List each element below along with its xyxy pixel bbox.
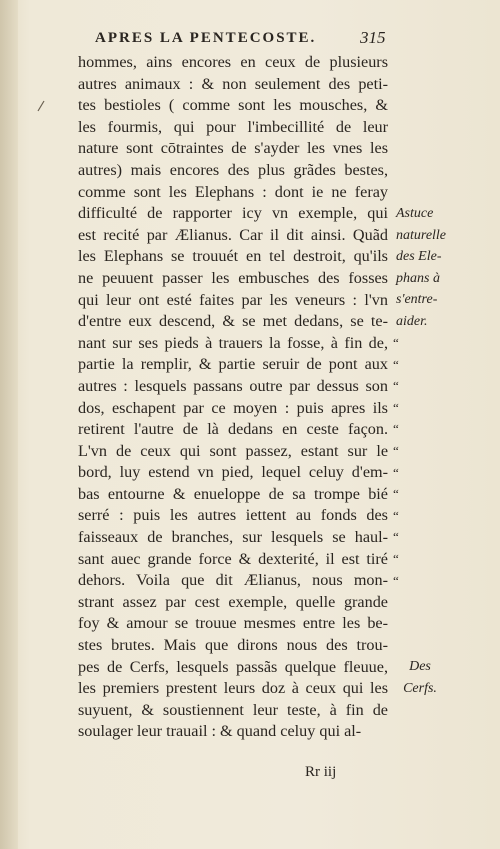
text-line: ne peuuent passer les embusches des fosses xyxy=(78,268,388,287)
text-line: autres : lesquels passans outre par dessus son xyxy=(78,376,388,395)
text-line: nant sur ses pieds à trauers la fosse, à fin de, xyxy=(78,333,388,352)
signature-mark: Rr iij xyxy=(305,764,337,780)
text-line: bord, luy estend vn pied, lequel celuy d'em- xyxy=(78,463,388,482)
quote-mark: “ xyxy=(393,335,399,350)
text-line: qui leur ont esté faites par les veneurs : l'vn xyxy=(78,290,388,309)
text-line: stes brutes. Mais que dirons nous des trou- xyxy=(78,636,388,655)
text-line: autres) mais encores des plus grãdes bestes, xyxy=(78,160,388,179)
text-line: dos, eschapent par ce moyen : puis apres ils xyxy=(78,398,388,417)
quotation-marks-column xyxy=(393,332,413,591)
quote-mark: “ xyxy=(393,442,399,458)
text-line: nature sont cōtraintes de s'ayder les vnes les xyxy=(78,139,388,158)
text-line: L'vn de ceux qui sont passez, estant sur le xyxy=(78,441,388,460)
margin-note-line: Astuce xyxy=(396,206,434,221)
text-line: hommes, ains encores en ceux de plusieurs xyxy=(78,53,388,71)
text-line: est recité par Ælianus. Car il dit ainsi. Quãd xyxy=(78,225,388,244)
text-line: tes bestioles ( comme sont les mousches, & xyxy=(78,96,388,115)
margin-note-line: des Ele- xyxy=(396,249,442,265)
margin-note-line: phans à xyxy=(396,270,440,286)
quote-mark: “ xyxy=(393,572,399,588)
quote-mark: “ xyxy=(393,550,399,566)
quote-mark: “ xyxy=(393,421,399,437)
margin-note-line: s'entre- xyxy=(396,292,438,308)
running-title: APRES LA PENTECOSTE. xyxy=(95,30,317,46)
quote-mark: “ xyxy=(393,378,399,394)
text-line: retirent l'autre de là dedans en ceste façon. xyxy=(78,420,388,439)
text-line: difficulté de rapporter icy vn exemple, qui xyxy=(78,204,388,223)
text-line: strant assez par cest exemple, quelle grande xyxy=(78,592,388,611)
quote-mark: “ xyxy=(393,529,399,545)
text-line: d'entre eux descend, & se met dedans, se te- xyxy=(78,312,388,331)
text-line: autres animaux : & non seulement des peti- xyxy=(78,74,388,93)
text-line: dehors. Voila que dit Ælianus, nous mon- xyxy=(78,571,388,590)
margin-note-cerfs xyxy=(400,656,440,699)
quote-mark: “ xyxy=(393,486,399,502)
text-line: sant auec grande force & dexterité, il est tiré xyxy=(78,549,388,568)
text-line: suyuent, & soustiennent leur teste, à fin de xyxy=(78,700,388,719)
text-line: soulager leur trauail : & quand celuy qui al- xyxy=(78,722,362,741)
margin-note-line: Des xyxy=(409,659,431,674)
text-line: les premiers prestent leurs doz à ceux qui les xyxy=(78,679,388,698)
text-line: partie la remplir, & partie seruir de pont aux xyxy=(78,355,388,374)
text-line: comme sont les Elephans : dont ie ne feray xyxy=(78,182,388,201)
ink-stroke-mark xyxy=(36,100,46,112)
quote-mark: “ xyxy=(393,464,399,480)
margin-note-line: aider. xyxy=(396,313,428,329)
text-line: les Elephans se trouuét en tel destroit, qu'ils xyxy=(78,247,388,266)
margin-note-line: Cerfs. xyxy=(403,680,437,696)
text-line: bas entourne & enueloppe de sa trompe bié xyxy=(78,484,388,503)
body-text xyxy=(78,52,388,743)
text-line: les fourmis, qui pour l'imbecillité de leur xyxy=(78,117,388,136)
quote-mark: “ xyxy=(393,399,399,415)
margin-note-astuce xyxy=(396,203,468,333)
text-line: pes de Cerfs, lesquels passãs quelque fleuue, xyxy=(78,657,388,676)
margin-note-line: naturelle xyxy=(396,227,447,243)
text-line: foy & amour se trouue mesmes entre les be- xyxy=(78,614,388,633)
page-number: 315 xyxy=(360,28,386,47)
text-line: serré : puis les autres iettent au fonds des xyxy=(78,506,388,525)
quote-mark: “ xyxy=(393,507,399,523)
quote-mark: “ xyxy=(393,356,399,372)
binding-gutter xyxy=(0,0,18,849)
text-line: faisseaux de branches, sur lesquels se haul- xyxy=(78,528,388,547)
